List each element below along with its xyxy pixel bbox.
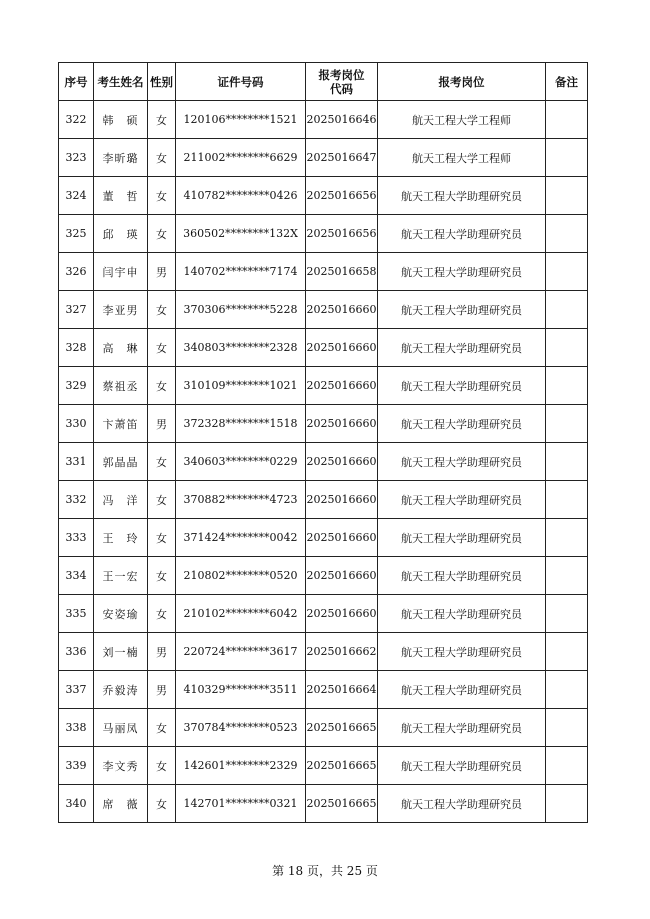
cell-id-number: 371424********0042 [176, 519, 306, 557]
cell-name: 卞萧笛 [94, 405, 148, 443]
cell-seq: 330 [59, 405, 94, 443]
cell-position: 航天工程大学助理研究员 [378, 177, 546, 215]
cell-position-code: 2025016665 [306, 785, 378, 823]
table-row [59, 329, 588, 367]
table-row [59, 747, 588, 785]
cell-id-number: 142601********2329 [176, 747, 306, 785]
cell-remark [546, 557, 588, 595]
cell-name: 董 哲 [94, 177, 148, 215]
cell-position: 航天工程大学助理研究员 [378, 557, 546, 595]
cell-gender: 女 [148, 443, 176, 481]
cell-position: 航天工程大学工程师 [378, 101, 546, 139]
cell-id-number: 120106********1521 [176, 101, 306, 139]
cell-name: 李亚男 [94, 291, 148, 329]
cell-gender: 男 [148, 253, 176, 291]
cell-position-code: 2025016660 [306, 481, 378, 519]
cell-name: 席 薇 [94, 785, 148, 823]
cell-seq: 333 [59, 519, 94, 557]
cell-position-code: 2025016660 [306, 443, 378, 481]
cell-id-number: 340603********0229 [176, 443, 306, 481]
table-row [59, 595, 588, 633]
cell-position: 航天工程大学助理研究员 [378, 253, 546, 291]
cell-remark [546, 633, 588, 671]
cell-position: 航天工程大学助理研究员 [378, 291, 546, 329]
cell-seq: 335 [59, 595, 94, 633]
table-row [59, 709, 588, 747]
cell-gender: 女 [148, 785, 176, 823]
cell-seq: 326 [59, 253, 94, 291]
cell-position: 航天工程大学助理研究员 [378, 671, 546, 709]
cell-name: 王一宏 [94, 557, 148, 595]
cell-gender: 男 [148, 671, 176, 709]
cell-position-code: 2025016660 [306, 405, 378, 443]
cell-gender: 女 [148, 481, 176, 519]
header-position-code-line1: 报考岗位 [318, 67, 365, 82]
cell-position: 航天工程大学助理研究员 [378, 367, 546, 405]
cell-position-code: 2025016660 [306, 519, 378, 557]
cell-seq: 327 [59, 291, 94, 329]
cell-name: 闫宇申 [94, 253, 148, 291]
cell-id-number: 142701********0321 [176, 785, 306, 823]
header-seq: 序号 [59, 63, 94, 101]
page-footer: 第 18 页，共 25 页 [272, 864, 378, 878]
table-row [59, 177, 588, 215]
cell-position-code: 2025016665 [306, 747, 378, 785]
cell-remark [546, 405, 588, 443]
cell-remark [546, 747, 588, 785]
cell-name: 李昕璐 [94, 139, 148, 177]
header-remark: 备注 [546, 63, 588, 101]
cell-gender: 男 [148, 405, 176, 443]
cell-position: 航天工程大学助理研究员 [378, 785, 546, 823]
cell-position: 航天工程大学助理研究员 [378, 215, 546, 253]
cell-seq: 336 [59, 633, 94, 671]
cell-id-number: 370784********0523 [176, 709, 306, 747]
cell-seq: 329 [59, 367, 94, 405]
cell-position: 航天工程大学助理研究员 [378, 481, 546, 519]
cell-position-code: 2025016660 [306, 291, 378, 329]
cell-remark [546, 595, 588, 633]
candidate-table [58, 62, 588, 823]
cell-remark [546, 215, 588, 253]
cell-remark [546, 481, 588, 519]
table-row [59, 367, 588, 405]
cell-id-number: 210802********0520 [176, 557, 306, 595]
cell-position-code: 2025016664 [306, 671, 378, 709]
cell-remark [546, 139, 588, 177]
table-row [59, 291, 588, 329]
table-row [59, 215, 588, 253]
cell-id-number: 372328********1518 [176, 405, 306, 443]
cell-remark [546, 253, 588, 291]
cell-gender: 女 [148, 215, 176, 253]
cell-position: 航天工程大学助理研究员 [378, 709, 546, 747]
cell-gender: 女 [148, 291, 176, 329]
cell-remark [546, 709, 588, 747]
cell-seq: 328 [59, 329, 94, 367]
cell-position-code: 2025016647 [306, 139, 378, 177]
cell-position-code: 2025016660 [306, 557, 378, 595]
table-row [59, 481, 588, 519]
table-header-row [59, 63, 588, 101]
header-name: 考生姓名 [94, 63, 148, 101]
table-row [59, 633, 588, 671]
table-row [59, 443, 588, 481]
cell-position-code: 2025016660 [306, 595, 378, 633]
cell-id-number: 410329********3511 [176, 671, 306, 709]
table-row [59, 405, 588, 443]
cell-position: 航天工程大学工程师 [378, 139, 546, 177]
cell-seq: 340 [59, 785, 94, 823]
cell-seq: 325 [59, 215, 94, 253]
cell-gender: 女 [148, 557, 176, 595]
cell-seq: 332 [59, 481, 94, 519]
header-gender: 性别 [148, 63, 176, 101]
cell-seq: 339 [59, 747, 94, 785]
cell-id-number: 220724********3617 [176, 633, 306, 671]
cell-gender: 女 [148, 709, 176, 747]
table-row [59, 557, 588, 595]
cell-remark [546, 671, 588, 709]
cell-position: 航天工程大学助理研究员 [378, 595, 546, 633]
cell-seq: 324 [59, 177, 94, 215]
cell-id-number: 210102********6042 [176, 595, 306, 633]
cell-gender: 男 [148, 633, 176, 671]
table-row [59, 101, 588, 139]
cell-remark [546, 329, 588, 367]
cell-name: 马丽凤 [94, 709, 148, 747]
cell-position: 航天工程大学助理研究员 [378, 329, 546, 367]
table-body [59, 101, 588, 823]
cell-id-number: 370882********4723 [176, 481, 306, 519]
cell-id-number: 360502********132X [176, 215, 306, 253]
cell-position-code: 2025016656 [306, 215, 378, 253]
cell-position: 航天工程大学助理研究员 [378, 747, 546, 785]
table-row [59, 519, 588, 557]
cell-remark [546, 519, 588, 557]
cell-seq: 331 [59, 443, 94, 481]
cell-position-code: 2025016656 [306, 177, 378, 215]
cell-id-number: 310109********1021 [176, 367, 306, 405]
cell-id-number: 211002********6629 [176, 139, 306, 177]
cell-name: 李文秀 [94, 747, 148, 785]
cell-gender: 女 [148, 747, 176, 785]
cell-id-number: 370306********5228 [176, 291, 306, 329]
cell-seq: 322 [59, 101, 94, 139]
cell-remark [546, 291, 588, 329]
table-row [59, 671, 588, 709]
cell-seq: 338 [59, 709, 94, 747]
cell-position: 航天工程大学助理研究员 [378, 443, 546, 481]
cell-gender: 女 [148, 177, 176, 215]
cell-position: 航天工程大学助理研究员 [378, 405, 546, 443]
header-position: 报考岗位 [378, 63, 546, 101]
cell-position-code: 2025016660 [306, 367, 378, 405]
cell-name: 郭晶晶 [94, 443, 148, 481]
cell-seq: 337 [59, 671, 94, 709]
cell-name: 王 玲 [94, 519, 148, 557]
table-row [59, 253, 588, 291]
cell-remark [546, 101, 588, 139]
cell-gender: 女 [148, 101, 176, 139]
cell-gender: 女 [148, 139, 176, 177]
cell-name: 刘一楠 [94, 633, 148, 671]
cell-gender: 女 [148, 367, 176, 405]
cell-gender: 女 [148, 519, 176, 557]
cell-position-code: 2025016660 [306, 329, 378, 367]
cell-id-number: 410782********0426 [176, 177, 306, 215]
cell-name: 邱 瑛 [94, 215, 148, 253]
header-position-code-line2: 代码 [330, 81, 353, 96]
cell-name: 安姿瑜 [94, 595, 148, 633]
cell-id-number: 140702********7174 [176, 253, 306, 291]
cell-seq: 334 [59, 557, 94, 595]
cell-remark [546, 443, 588, 481]
cell-name: 韩 硕 [94, 101, 148, 139]
cell-position-code: 2025016658 [306, 253, 378, 291]
cell-id-number: 340803********2328 [176, 329, 306, 367]
cell-remark [546, 785, 588, 823]
cell-name: 高 琳 [94, 329, 148, 367]
cell-gender: 女 [148, 329, 176, 367]
header-id: 证件号码 [176, 63, 306, 101]
cell-gender: 女 [148, 595, 176, 633]
cell-seq: 323 [59, 139, 94, 177]
cell-remark [546, 177, 588, 215]
cell-position: 航天工程大学助理研究员 [378, 519, 546, 557]
header-position-code [306, 63, 378, 101]
cell-name: 乔毅涛 [94, 671, 148, 709]
cell-position-code: 2025016646 [306, 101, 378, 139]
cell-name: 冯 洋 [94, 481, 148, 519]
cell-remark [546, 367, 588, 405]
cell-position-code: 2025016665 [306, 709, 378, 747]
cell-position-code: 2025016662 [306, 633, 378, 671]
cell-position: 航天工程大学助理研究员 [378, 633, 546, 671]
cell-name: 蔡祖丞 [94, 367, 148, 405]
table-row [59, 139, 588, 177]
table-row [59, 785, 588, 823]
